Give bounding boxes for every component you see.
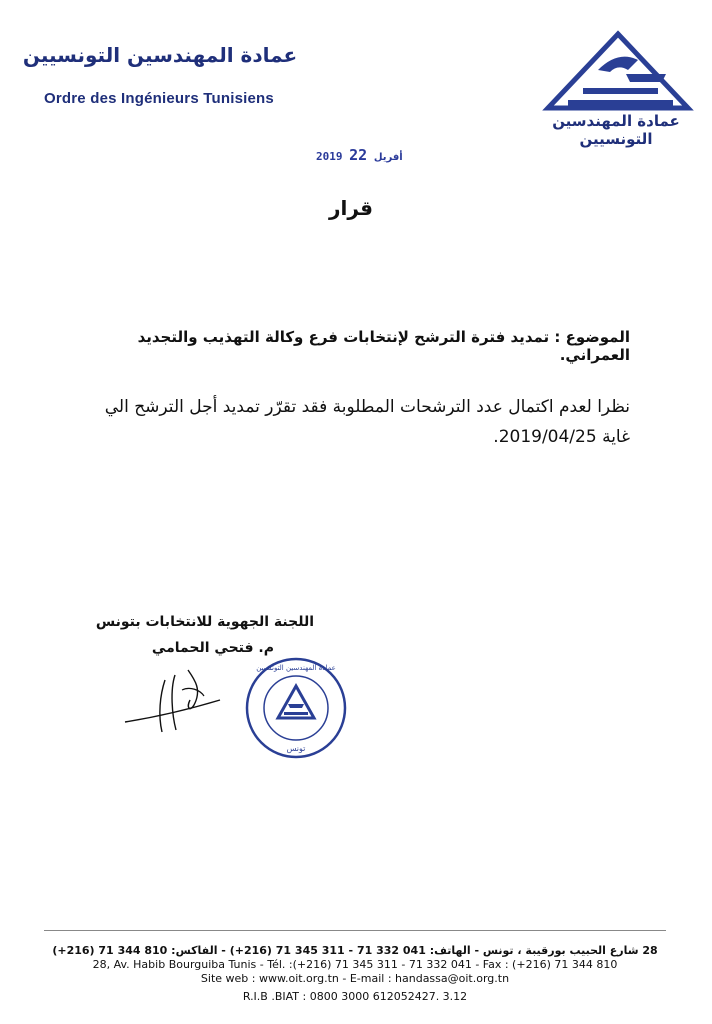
decision-body: نظرا لعدم اكتمال عدد الترشحات المطلوبة فقد تقرّر تمديد أجل الترشح الي غاية 2019/04/25. [104,397,630,447]
stamp-month: أفريل [373,152,403,163]
org-name-french: Ordre des Ingénieurs Tunisiens [44,90,274,107]
date-stamp [316,146,403,164]
stamp-year: 2019 [316,150,343,163]
org-logo-arabic [22,40,298,70]
footer-divider [44,930,666,931]
subject-line: الموضوع : تمديد فترة الترشح لإنتخابات فرع وكالة التهذيب والتجديد العمراني. [137,328,630,364]
footer-address-french: 28, Av. Habib Bourguiba Tunis - Tél. :(+216) 71 345 311 - 71 332 041 - Fax : (+216) 71 344 810 [92,958,618,971]
seal-bottom-text: تونس [286,744,306,753]
document-title: قرار [329,196,373,220]
official-seal [244,656,348,760]
org-logo-arabic-text: عمادة المهندسين التونسيين [22,43,298,67]
stamp-day: 22 [349,146,368,164]
footer-web-email: Site web : www.oit.org.tn - E-mail : handassa@oit.org.tn [200,972,510,985]
signer-name: م. فتحي الحمامي [151,640,274,656]
committee-name: اللجنة الجهوية للانتخابات بتونس [95,614,314,630]
footer-bank-rib: R.I.B .BIAT : 0800 3000 612052427. 3.12 [242,990,468,1003]
logo-caption-arabic: عمادة المهندسين التونسيين [552,112,680,148]
seal-top-text: عمادة المهندسين التونسيين [256,664,336,672]
footer-address-arabic: 28 شارع الحبيب بورقيبة ، تونس - الهاتف: 041 332 71 - 311 345 71 (216+) - الفاكس: 810 344 71 (216+) [52,944,658,957]
handwritten-signature [120,660,230,740]
